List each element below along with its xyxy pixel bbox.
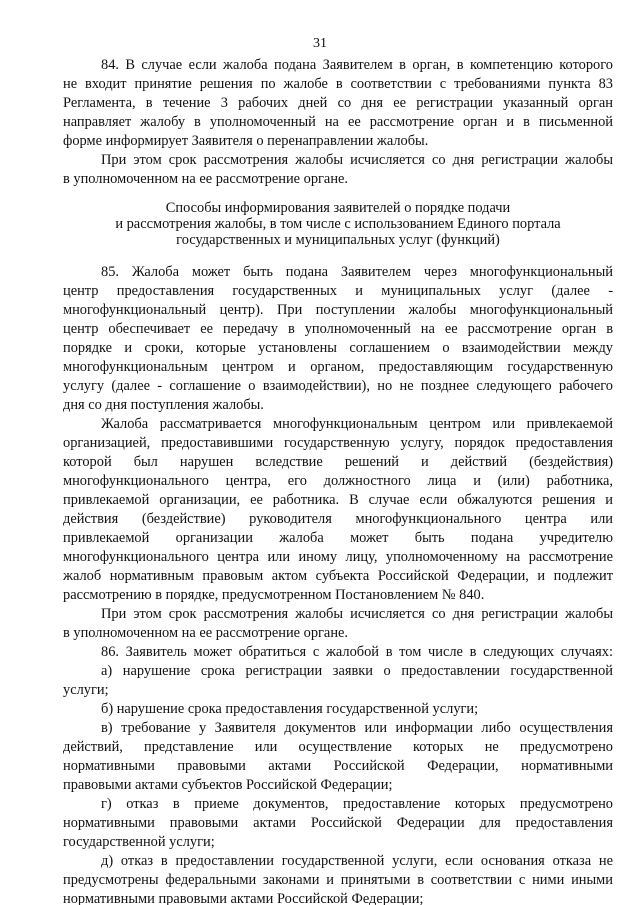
text-line: многофункционального центра, его должностного лица и (или) работника, bbox=[63, 473, 613, 489]
text-line: которой был нарушен вследствие решений и действий (бездействия) bbox=[63, 454, 613, 470]
text-line: не входит принятие решения по жалобе в соответствии с требованиями пункта 83 bbox=[63, 76, 613, 92]
text-line: 84. В случае если жалоба подана Заявителем в орган, в компетенцию которого bbox=[101, 57, 613, 73]
section-heading-line: государственных и муниципальных услуг (функций) bbox=[176, 232, 500, 248]
text-line: правовыми актами субъектов Российской Федерации; bbox=[63, 777, 393, 793]
text-line: услуги; bbox=[63, 682, 109, 698]
section-heading-line: и рассмотрения жалобы, в том числе с использованием Единого портала bbox=[115, 216, 561, 232]
text-line: рассмотрению в порядке, предусмотренном Постановлением № 840. bbox=[63, 587, 485, 603]
text-line: нормативными правовыми актами Российской Федерации для предоставления bbox=[63, 815, 613, 831]
text-line: б) нарушение срока предоставления государственной услуги; bbox=[101, 701, 479, 717]
text-line: центр предоставления государственных и муниципальных услуг (далее - bbox=[63, 283, 613, 299]
text-line: в) требование у Заявителя документов или информации либо осуществления bbox=[101, 720, 613, 736]
text-line: Регламента, в течение 3 рабочих дней со дня ее регистрации указанный орган bbox=[63, 95, 613, 111]
text-line: Жалоба рассматривается многофункциональным центром или привлекаемой bbox=[101, 416, 613, 432]
text-line: а) нарушение срока регистрации заявки о предоставлении государственной bbox=[101, 663, 613, 679]
text-line: организацией, предоставившими государственную услугу, порядок предоставления bbox=[63, 435, 613, 451]
text-line: услугу (далее - соглашение о взаимодействии), но не позднее следующего рабочего bbox=[63, 378, 613, 394]
text-line: в уполномоченном на ее рассмотрение органе. bbox=[63, 625, 349, 641]
text-line: форме информирует Заявителя о перенаправлении жалобы. bbox=[63, 133, 429, 149]
text-line: г) отказ в приеме документов, предоставление которых предусмотрено bbox=[101, 796, 613, 812]
text-line: привлекаемой организации, ее работника. В случае если обжалуются решения и bbox=[63, 492, 613, 508]
text-line: дня со дня поступления жалобы. bbox=[63, 397, 264, 413]
text-line: нормативными правовыми актами Российской Федерации; bbox=[63, 891, 424, 905]
text-line: 86. Заявитель может обратиться с жалобой в том числе в следующих случаях: bbox=[101, 644, 613, 660]
section-heading-line: Способы информирования заявителей о порядке подачи bbox=[165, 200, 511, 216]
text-line: государственной услуги; bbox=[63, 834, 215, 850]
text-line: многофункциональный центр). При поступлении жалобы многофункциональный bbox=[63, 302, 613, 318]
text-line: При этом срок рассмотрения жалобы исчисляется со дня регистрации жалобы bbox=[101, 152, 613, 168]
text-line: центр обеспечивает ее передачу в уполномоченный на ее рассмотрение орган в bbox=[63, 321, 613, 337]
text-line: действий, представление или осуществление которых не предусмотрено bbox=[63, 739, 613, 755]
text-line: привлекаемой организации жалоба может быть подана учредителю bbox=[63, 530, 613, 546]
text-line: д) отказ в предоставлении государственной услуги, если основания отказа не bbox=[101, 853, 613, 869]
text-line: При этом срок рассмотрения жалобы исчисляется со дня регистрации жалобы bbox=[101, 606, 613, 622]
text-line: действия (бездействие) руководителя многофункционального центра или bbox=[63, 511, 613, 527]
text-line: предусмотрены федеральными законами и принятыми в соответствии с ними иными bbox=[63, 872, 613, 888]
text-line: в уполномоченном на ее рассмотрение органе. bbox=[63, 171, 349, 187]
text-line: многофункционального центра или иному лицу, уполномоченному на рассмотрение bbox=[63, 549, 613, 565]
page-number: 31 bbox=[313, 36, 327, 51]
text-line: направляет жалобу в уполномоченный на ее рассмотрение орган и в письменной bbox=[63, 114, 613, 130]
text-line: порядке и сроки, которые установлены соглашением о взаимодействии между bbox=[63, 340, 613, 356]
text-line: нормативными правовыми актами Российской Федерации, нормативными bbox=[63, 758, 613, 774]
text-line: жалоб нормативным правовым актом субъекта Российской Федерации, и подлежит bbox=[63, 568, 613, 584]
text-line: 85. Жалоба может быть подана Заявителем через многофункциональный bbox=[101, 264, 613, 280]
text-line: многофункциональным центром и органом, предоставляющим государственную bbox=[63, 359, 613, 375]
